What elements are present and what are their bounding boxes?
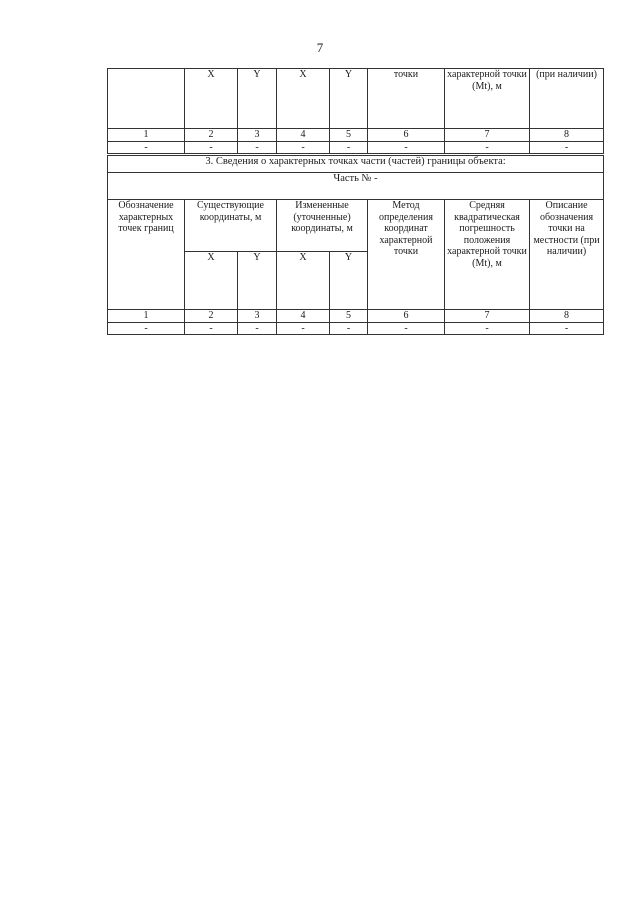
empty-cell: - [108,141,185,154]
col-mean-square-error: Средняя квадратическая погрешность положения характерной точки (Mt), м [445,200,530,310]
page-number: 7 [316,40,324,55]
column-number: 8 [530,129,604,142]
col-point-designation: Обозначение характерных точек границ [108,200,185,310]
part-label: Часть № - [108,173,604,200]
empty-cell: - [368,141,445,154]
col-existing-coordinates: Существующие координаты, м [185,200,277,252]
column-number-row [108,310,604,323]
column-number: 8 [530,310,604,323]
column-number: 5 [330,129,368,142]
column-number: 3 [238,129,277,142]
column-number: 2 [185,310,238,323]
header-row [108,69,604,129]
col-method: Метод определения координат характерной точки [368,200,445,310]
column-number-row [108,129,604,142]
empty-cell: - [185,322,238,335]
column-number: 2 [185,129,238,142]
column-number: 5 [330,310,368,323]
empty-cell: - [445,322,530,335]
header-cell: (при наличии) [530,69,604,129]
column-number: 1 [108,310,185,323]
header-row [108,200,604,252]
col-changed-coordinates: Измененные (уточненные) координаты, м [277,200,368,252]
empty-cell: - [368,322,445,335]
column-number: 3 [238,310,277,323]
column-number: 6 [368,310,445,323]
empty-cell: - [330,141,368,154]
empty-cell: - [185,141,238,154]
column-number: 7 [445,129,530,142]
empty-cell: - [238,322,277,335]
empty-cell: - [445,141,530,154]
header-cell: характерной точки (Mt), м [445,69,530,129]
header-cell [108,69,185,129]
subheader-x: X [277,252,330,310]
header-cell: Y [238,69,277,129]
header-cell: X [277,69,330,129]
subheader-y: Y [238,252,277,310]
column-number: 4 [277,310,330,323]
header-cell: X [185,69,238,129]
column-number: 7 [445,310,530,323]
col-point-description: Описание обозначения точки на местности (при наличии) [530,200,604,310]
boundary-points-table-continuation [107,68,604,154]
table-row [108,322,604,335]
part-row [108,173,604,200]
part-boundary-points-table [107,155,604,335]
empty-cell: - [530,322,604,335]
header-cell: Y [330,69,368,129]
empty-cell: - [277,141,330,154]
empty-cell: - [330,322,368,335]
empty-cell: - [238,141,277,154]
subheader-x: X [185,252,238,310]
column-number: 4 [277,129,330,142]
column-number: 1 [108,129,185,142]
empty-cell: - [277,322,330,335]
section-title: 3. Сведения о характерных точках части (частей) границы объекта: [108,156,604,173]
empty-cell: - [108,322,185,335]
table-row [108,141,604,154]
empty-cell: - [530,141,604,154]
column-number: 6 [368,129,445,142]
subheader-y: Y [330,252,368,310]
section-title-row [108,156,604,173]
header-cell: точки [368,69,445,129]
